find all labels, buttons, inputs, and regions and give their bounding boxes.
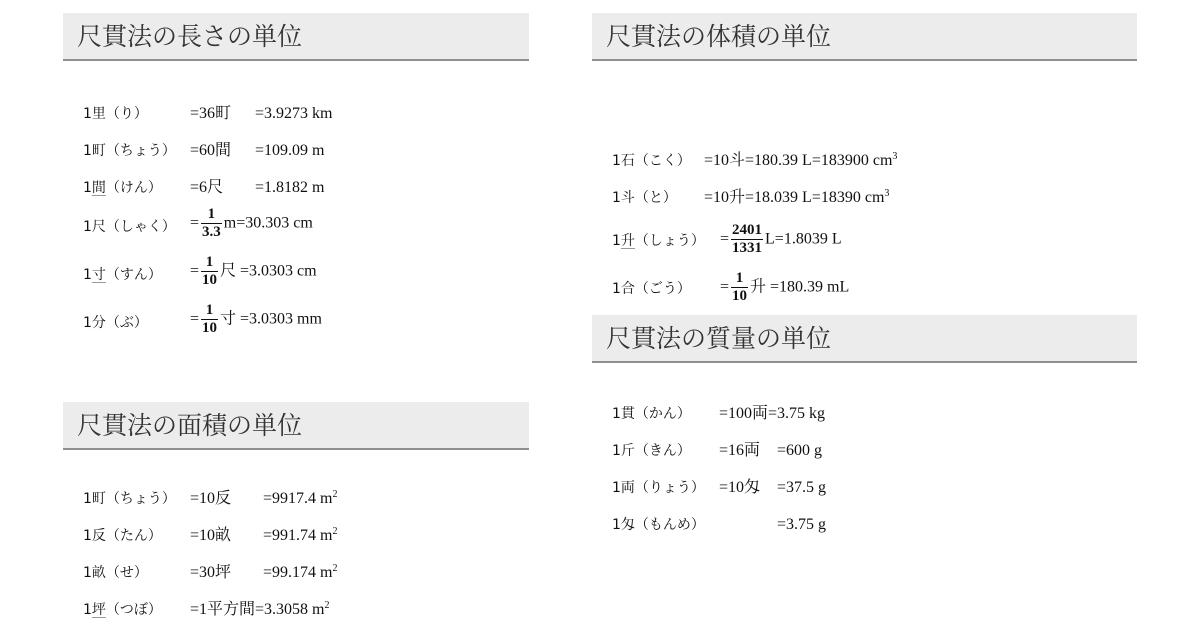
mass-title: 尺貫法の質量の単位 — [592, 315, 1137, 363]
unit-name: 1反（たん） — [83, 528, 162, 544]
fraction: $\frac{1}{10}$ — [202, 254, 218, 288]
unit-equivalent: =36町 — [190, 105, 232, 122]
unit-name: 1匁（もんめ） — [612, 517, 705, 533]
length-title: 尺貫法の長さの単位 — [63, 13, 529, 61]
unit-equivalent: =30坪 — [190, 564, 232, 581]
volume-section — [592, 13, 1137, 304]
unit-name: 1分（ぶ） — [83, 315, 148, 331]
unit-formula: = $\frac{1}{10}$ 尺 =3.0303 cm — [190, 254, 317, 288]
unit-name: 1町（ちょう） — [83, 491, 176, 507]
unit-metric: =3.9273 km — [255, 105, 333, 122]
unit-name: 1斤（きん） — [612, 443, 691, 459]
unit-equivalent: =100両=3.75 kg — [719, 405, 826, 422]
unit-name: 1寸（すん） — [83, 267, 162, 283]
unit-name: 1坪（つぼ） — [83, 602, 162, 618]
unit-name: 1町（ちょう） — [83, 143, 176, 159]
area-title: 尺貫法の面積の単位 — [63, 402, 529, 450]
unit-equivalent: =10斗=180.39 L=183900 $cm^3$ — [704, 151, 898, 169]
fraction: $\frac{1}{3.3}$ — [202, 206, 221, 240]
unit-name: 1間（けん） — [83, 180, 162, 196]
unit-name: 1畝（せ） — [83, 565, 148, 581]
fraction: $\frac{1}{10}$ — [202, 302, 218, 336]
unit-equivalent: =16両 — [719, 442, 761, 459]
unit-name: 1合（ごう） — [612, 281, 691, 297]
unit-name: 1貫（かん） — [612, 406, 691, 422]
unit-metric: =9917.4 $m^2$ — [263, 489, 338, 507]
volume-title: 尺貫法の体積の単位 — [592, 13, 1137, 61]
unit-metric: =109.09 m — [255, 142, 325, 159]
unit-metric: =3.75 g — [777, 516, 827, 533]
area-section — [63, 402, 529, 618]
unit-name: 1升（しょう） — [612, 233, 705, 249]
mass-section — [592, 315, 1137, 533]
fraction: $\frac{2401}{1331}$ — [732, 222, 763, 256]
unit-formula: = $\frac{1}{10}$ 寸 =3.0303 mm — [190, 302, 322, 336]
unit-metric: =37.5 g — [777, 479, 827, 496]
unit-name: 1里（り） — [83, 106, 148, 122]
unit-name: 1両（りょう） — [612, 480, 705, 496]
unit-metric: =991.74 $m^2$ — [263, 526, 338, 544]
unit-equivalent: =1平方間=3.3058 $m^2$ — [190, 600, 330, 618]
unit-formula: = $\frac{1}{10}$ 升 =180.39 mL — [720, 270, 850, 304]
unit-equivalent: =10升=18.039 L=18390 $cm^3$ — [704, 188, 890, 206]
unit-equivalent: =60間 — [190, 142, 232, 159]
unit-formula: = $\frac{1}{3.3}$ m=30.303 cm — [190, 206, 313, 240]
unit-name: 1斗（と） — [612, 190, 677, 206]
unit-equivalent: =10匁 — [719, 479, 761, 496]
unit-equivalent: =10畝 — [190, 527, 232, 544]
fraction: $\frac{1}{10}$ — [732, 270, 748, 304]
length-section — [63, 13, 529, 336]
unit-metric: =99.174 $m^2$ — [263, 563, 338, 581]
unit-formula: = $\frac{2401}{1331}$ L=1.8039 L — [720, 222, 842, 256]
unit-metric: =1.8182 m — [255, 179, 325, 196]
unit-equivalent: =10反 — [190, 490, 232, 507]
unit-name: 1尺（しゃく） — [83, 219, 176, 235]
unit-metric: =600 g — [777, 442, 823, 459]
unit-name: 1石（こく） — [612, 153, 691, 169]
unit-equivalent: =6尺 — [190, 179, 224, 196]
